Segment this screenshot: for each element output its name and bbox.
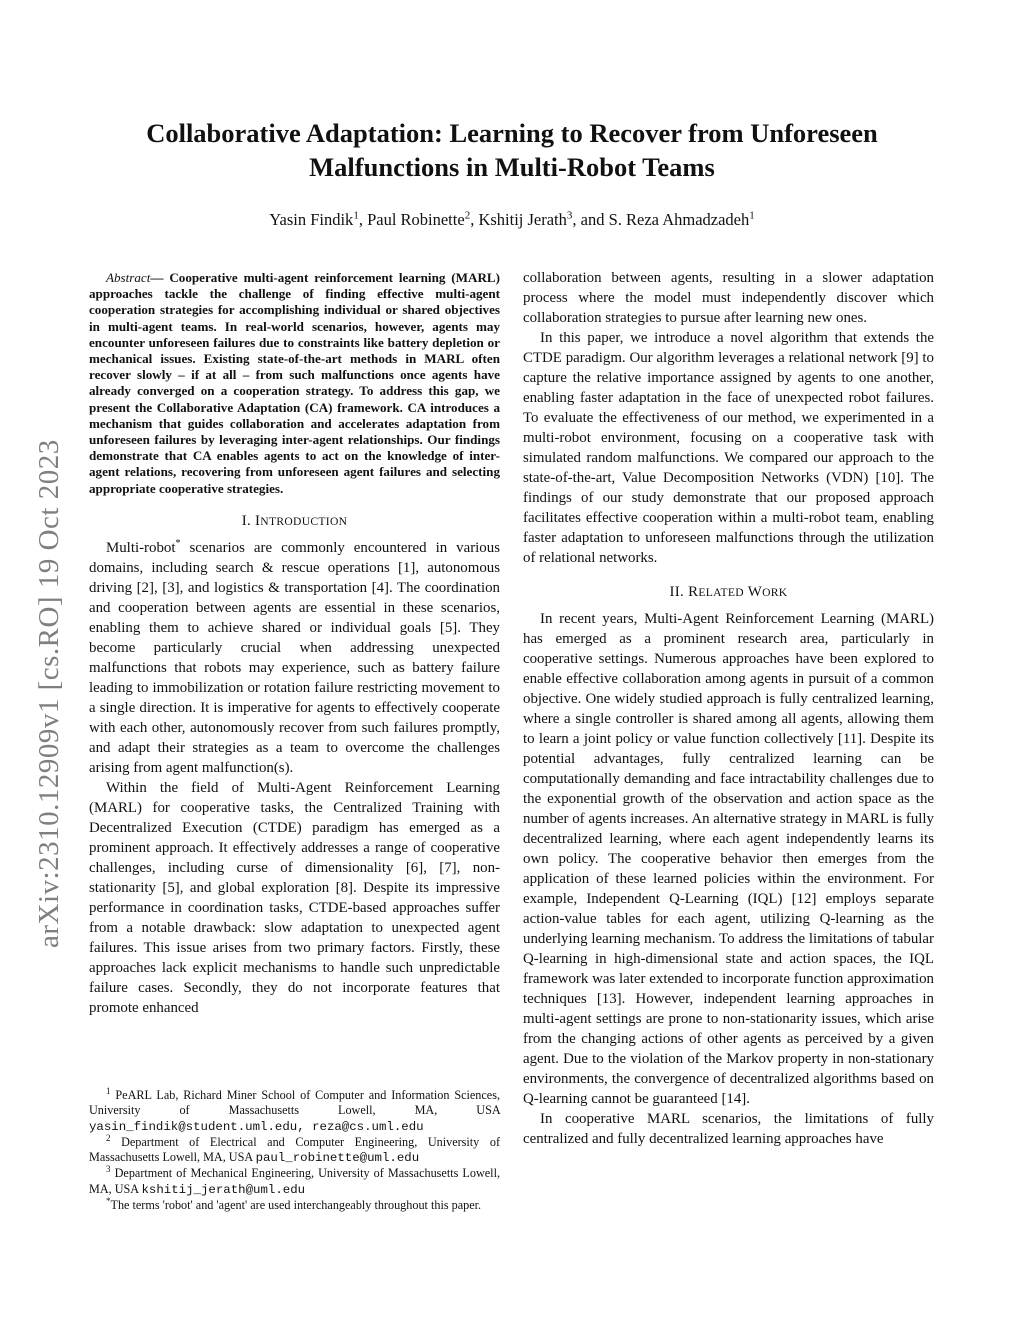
footnote-1-email: yasin_findik@student.uml.edu, reza@cs.uml.edu (89, 1119, 424, 1134)
paper-title (100, 116, 924, 184)
section-heading-introduction (89, 511, 500, 532)
author-list: Yasin Findik$^1$, Paul Robinette$^2$, Kshitij Jerath$^3$, and S. Reza Ahmadzadeh$^1$ (269, 209, 755, 229)
right-paragraph-2: In this paper, we introduce a novel algorithm that extends the CTDE paradigm. Our algorithm leverages a relational network [9] to capture the relative importance assigned by agents to one another, enabling faster adaptation in the face of unexpected robot failures. To evaluate the effectiveness of our method, we experimented in a multi-robot environment, focusing on a cooperative task with simulated random malfunctions. We compared our approach to the state-of-the-art, Value Decomposition Networks (VDN) [10]. The findings of our study demonstrate that our proposed approach facilitates effective cooperation within a multi-robot team, enabling faster adaptation to unforeseen malfunctions through the utilization of relational networks. (523, 330, 934, 566)
footnote-3-mark: 3 (106, 1164, 111, 1175)
left-column (89, 270, 500, 1018)
intro-p1-start: Multi-robot (106, 539, 176, 556)
section-1-initial: I (255, 512, 261, 529)
footnote-3 (89, 1166, 500, 1198)
footnotes (89, 1085, 501, 1213)
section-heading-related-work (523, 582, 934, 603)
arxiv-identifier-stamp (8, 370, 88, 950)
footnote-1-mark: 1 (106, 1085, 111, 1096)
section-1-number: I. (241, 512, 251, 529)
intro-paragraph-1 (89, 538, 500, 778)
footnote-4 (89, 1198, 500, 1213)
section-2-number: II. (669, 584, 685, 600)
footnote-1-text: PeARL Lab, Richard Miner School of Computer and Information Sciences, University of Massachusetts Lowell, MA, USA (89, 1088, 501, 1118)
section-2-rest-1: ELATED (698, 586, 744, 599)
author-conjunction: and (580, 210, 605, 229)
footnote-2-mark: 2 (106, 1132, 111, 1143)
footnote-3-email: kshitij_jerath@uml.edu (141, 1182, 306, 1197)
footnote-2 (89, 1132, 501, 1167)
author-2: Paul Robinette (367, 210, 465, 229)
intro-p1-footnote-mark: * (175, 537, 181, 549)
author-1-affil: 1 (353, 209, 359, 222)
right-paragraph-continuation: collaboration between agents, resulting in a slower adaptation process where the model must independently discover which collaboration strategies to pursue after learning new ones. (523, 270, 934, 326)
abstract (89, 270, 500, 497)
author-3-affil: 3 (566, 209, 573, 222)
section-2-initial-1: R (688, 584, 699, 600)
section-1-rest: NTRODUCTION (260, 514, 348, 528)
footnote-2-text: Department of Electrical and Computer Engineering, University of Massachusetts Lowell, MA, USA (89, 1134, 501, 1165)
title-line-1: Collaborative Adaptation: Learning to Recover from Unforeseen (146, 118, 878, 148)
footnote-1 (89, 1085, 501, 1135)
footnote-4-mark: * (106, 1196, 111, 1207)
section-2-initial-2: W (747, 584, 763, 600)
related-work-paragraph-2: In cooperative MARL scenarios, the limitations of fully centralized and fully decentralized learning approaches have (523, 1111, 934, 1147)
footnote-2-email: paul_robinette@uml.edu (255, 1151, 420, 1166)
right-column (523, 268, 934, 1149)
abstract-text: — Cooperative multi-agent reinforcement learning (MARL) approaches tackle the challenge of finding effective multi-agent cooperation strategies for accomplishing individual or shared objectives in multi-agent teams. In real-world scenarios, however, agents may encounter unforeseen failures due to constraints like battery depletion or mechanical issues. Existing state-of-the-art methods in MARL often recover slowly – if at all – from such malfunctions once agents have already converged on a cooperation strategy. To address this gap, we present the Collaborative Adaptation (CA) framework. CA introduces a mechanism that guides collaboration and accelerates adaptation from unforeseen failures by leveraging inter-agent relationships. Our findings demonstrate that CA enables agents to act on the knowledge of inter-agent relations, recovering from unforeseen agent failures and selecting appropriate cooperative strategies. (89, 270, 500, 496)
related-work-paragraph-1: In recent years, Multi-Agent Reinforcement Learning (MARL) has emerged as a prominent research area, particularly in cooperative settings. Numerous approaches have been explored to enable effective collaboration among agents in pursuit of a common objective. One widely studied approach is fully centralized learning, where a single controller is shared among all agents, allowing them to learn a joint policy or value function collectively [11]. Despite its potential advantages, fully centralized learning can be computationally demanding and face intractability challenges due to the exponential growth of the observation and action space as the number of agents increases. An alternative strategy in MARL is fully decentralized learning, where each agent independently learns its own policy. The cooperative behavior then emerges from the application of these learned policies within the environment. For example, Independent Q-Learning (IQL) [12] employs separate action-value tables for each agent, utilizing Q-learning as the underlying learning mechanism. To address the limitations of tabular Q-learning in high-dimensional state and action spaces, the IQL framework was later extended to incorporate function approximation techniques [13]. However, independent learning approaches in multi-agent settings are prone to non-stationarity issues, which arise from the changing actions of other agents as perceived by a given agent. Due to the violation of the Markov property in non-stationary environments, the convergence of decentralized algorithms based on Q-learning cannot be guaranteed [14]. (523, 611, 934, 1107)
author-3: Kshitij Jerath (478, 210, 567, 229)
author-1: Yasin Findik (269, 210, 354, 229)
section-2-rest-2: ORK (762, 586, 788, 599)
author-2-affil: 2 (464, 209, 471, 222)
author-4: S. Reza Ahmadzadeh (608, 210, 750, 229)
intro-paragraph-2: Within the field of Multi-Agent Reinforcement Learning (MARL) for cooperative tasks, the Centralized Training with Decentralized Execution (CTDE) paradigm has emerged as a prominent approach. It effectively addresses a range of cooperative challenges, including curse of dimensionality [6], [7], non-stationarity [5], and global exploration [8]. Despite its impressive performance in coordination tasks, CTDE-based approaches suffer from a notable drawback: slow adaptation to unexpected agent failures. This issue arises from two primary factors. Firstly, these approaches lack explicit mechanisms to handle such unpredictable failure cases. Secondly, they do not incorporate features that promote enhanced (89, 779, 500, 1016)
abstract-lead: Abstract (106, 270, 151, 285)
author-4-affil: 1 (749, 209, 755, 222)
title-line-2: Malfunctions in Multi-Robot Teams (309, 152, 715, 182)
footnote-4-text: The terms 'robot' and 'agent' are used interchangeably throughout this paper. (110, 1198, 482, 1213)
footnote-3-text: Department of Mechanical Engineering, University of Massachusetts Lowell, MA, USA (89, 1166, 501, 1196)
arxiv-stamp-text: arXiv:2310.12909v1 [cs.RO] 19 Oct 2023 (33, 439, 65, 948)
intro-p1-text: scenarios are commonly encountered in various domains, including search & rescue operations [1], autonomous driving [2], [3], and logistics & transportation [4]. The coordination and cooperation between agents are essential in these scenarios, enabling them to achieve shared or individual goals [5]. They become particularly crucial when addressing unexpected malfunctions that robots may experience, such as battery failure leading to immobilization or rotation failure restricting movement to a single direction. It is imperative for agents to effectively cooperate with each other, autonomously recover from such failures promptly, and adapt their strategies as a team to overcome the challenges arising from agent malfunction(s). (89, 539, 500, 776)
